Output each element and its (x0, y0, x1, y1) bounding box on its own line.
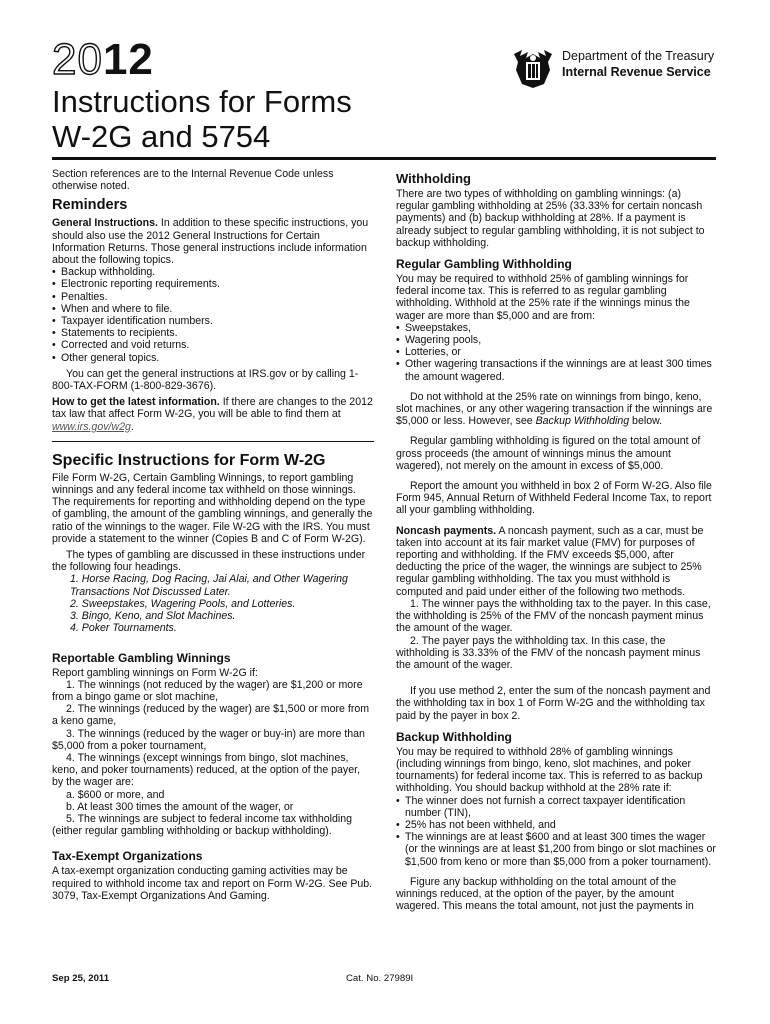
latest-info-end: . (130, 420, 134, 433)
list-item: • 25% has not been withheld, and (396, 819, 716, 831)
general-get-text: You can get the general instructions at IRS.gov or by calling 1-800-TAX-FORM (1-800-829-3676). (52, 367, 359, 393)
latest-info-paragraph (52, 396, 374, 433)
year-outline-digits: 20 (52, 35, 103, 84)
list-item: 4. Poker Tournaments. (70, 622, 177, 635)
reportable-item-3: 3. The winnings (reduced by the wager or buy-in) are more than $5,000 from a poker tournament, (52, 727, 365, 752)
list-item: • Backup withholding. (52, 266, 374, 278)
backup-withholding-list (396, 795, 716, 868)
form-year (52, 35, 154, 84)
section-divider (52, 441, 374, 442)
w2g-link[interactable]: www.irs.gov/w2g (52, 420, 131, 433)
backup-withholding-text: You may be required to withhold 28% of gambling winnings (including winnings from bingo, keno, slot machines, and poker tournaments) for federal income tax. This is referred to as backup withholding. You should backup withhold at the 28% rate if: (396, 745, 703, 795)
general-instructions-runin: General Instructions. (52, 217, 158, 230)
left-column (52, 168, 374, 902)
list-item: • The winner does not furnish a correct taxpayer identification number (TIN), (396, 795, 716, 819)
intro-text: Section references are to the Internal Revenue Code unless otherwise noted. (52, 168, 334, 193)
regular-paragraph-3: Regular gambling withholding is figured on the total amount of gross proceeds (the amount of winnings minus the amount wagered), not merely on the amount in excess of $5,000. (396, 435, 701, 472)
list-item: • Statements to recipients. (52, 327, 374, 339)
reminders-heading: Reminders (52, 197, 128, 214)
specific-paragraph-2: The types of gambling are discussed in these instructions under the following four headings. (52, 549, 366, 574)
regular-p2-start: Do not withhold at the 25% rate on winnings from bingo, keno, slot machines, or any other wagering transaction if the winnings are $5,000 or less. However, see (396, 390, 713, 428)
noncash-method-2: 2. The payer pays the withholding tax. In this case, the withholding is 33.33% of the FMV of the noncash payment minus the amount of the wager. (396, 634, 701, 671)
reportable-item-4b: b. At least 300 times the amount of the wager, or (66, 800, 294, 813)
list-item: • Other wagering transactions if the winnings are at least 300 times the amount wagered. (396, 358, 716, 382)
backup-withholding-ref: Backup Withholding (535, 415, 630, 428)
gambling-headings-list (52, 573, 374, 634)
specific-instructions-heading: Specific Instructions for Form W-2G (52, 451, 326, 469)
backup-withholding-heading: Backup Withholding (396, 729, 512, 744)
general-topics-list (52, 266, 374, 364)
noncash-method-note: If you use method 2, enter the sum of the noncash payment and the withholding tax in box 1 of Form W-2G and the withholding tax paid by the payer in box 2. (396, 685, 711, 722)
general-instructions-paragraph (52, 217, 374, 266)
footer-date: Sep 25, 2011 (52, 973, 110, 984)
regular-withholding-list (396, 322, 716, 383)
agency-department: Department of the Treasury (562, 49, 715, 63)
specific-paragraph-1: File Form W-2G, Certain Gambling Winnings, to report gambling winnings and any federal income tax withheld on those winnings. The requirements for reporting and withholding depend on the type of gambling, the amount of the gambling winnings, and generally the ratio of the winnings to the wager. File W-2G with the IRS. You must provide a statement to the winner (Copies B and C of Form W-2G). (52, 471, 373, 545)
list-item: • Penalties. (52, 291, 374, 303)
right-column (396, 168, 716, 912)
list-item: • Lotteries, or (396, 346, 716, 358)
reportable-item-1: 1. The winnings (not reduced by the wager) are $1,200 or more from a bingo game or slot machine, (52, 678, 363, 703)
agency-block (510, 46, 740, 90)
list-item: • Other general topics. (52, 352, 374, 364)
header-rule (52, 157, 716, 160)
withholding-text: There are two types of withholding on gambling winnings: (a) regular gambling withholding at 25% (33.33% for certain noncash payments) and (b) backup withholding at 28%. If a payment is already subject to regular gambling withholding, it is not subject to backup withholding. (396, 188, 705, 249)
title-line-2: W-2G and 5754 (52, 119, 271, 154)
agency-irs: Internal Revenue Service (562, 65, 711, 79)
reportable-item-4: 4. The winnings (except winnings from bingo, slot machines, keno, and poker tournaments) reduced, at the option of the payer, by the wager are: (52, 751, 361, 789)
reportable-intro: Report gambling winnings on Form W-2G if: (52, 666, 258, 679)
latest-info-text: If there are changes to the 2012 tax law that affect Form W-2G, you will be able to find them at (52, 396, 373, 421)
regular-paragraph-2 (396, 391, 716, 428)
withholding-heading: Withholding (396, 171, 471, 186)
regular-withholding-text: You may be required to withhold 25% of gambling winnings for federal income tax. This is referred to as regular gambling withholding. Withhold at the 25% rate if the winnings minus the wager are more than $5,000 and are from: (396, 273, 690, 322)
tax-exempt-text: A tax-exempt organization conducting gaming activities may be required to withhold income tax and report on Form W-2G. See Pub. 3079, Tax-Exempt Organizations And Gaming. (52, 865, 373, 902)
noncash-text: A noncash payment, such as a car, must be taken into account at its fair market value (FMV) for purposes of reporting and withholding. If the FMV exceeds $5,000, after deducting the price of the wager, the winnings are subject to 25% regular gambling withholding. The tax you must withhold is computed and paid under either of the following two methods. (396, 524, 704, 598)
reportable-item-5: 5. The winnings are subject to federal income tax withholding (either regular gambling withholding or backup withholding). (52, 812, 353, 838)
regular-p2-end: below. (629, 415, 663, 428)
page-title (52, 84, 352, 154)
list-item: 3. Bingo, Keno, and Slot Machines. (70, 610, 236, 623)
reportable-heading: Reportable Gambling Winnings (52, 650, 231, 665)
list-item: • Taxpayer identification numbers. (52, 315, 374, 327)
tax-exempt-heading: Tax-Exempt Organizations (52, 849, 203, 864)
noncash-runin: Noncash payments. (396, 524, 497, 537)
general-instructions-text: In addition to these specific instructions, you should also use the 2012 General Instructions for Certain Information Returns. Those general instructions include information about the following topics. (52, 217, 369, 267)
list-item: • The winnings are at least $600 and at least 300 times the wager (or the winnings are at least $1,200 from bingo or slot machines or $1,500 from keno or more than $5,000 from a poker tournament). (396, 831, 716, 868)
list-item: • Sweepstakes, (396, 322, 716, 334)
noncash-paragraph (396, 525, 716, 598)
list-item: • When and where to file. (52, 303, 374, 315)
title-line-1: Instructions for Forms (52, 84, 352, 119)
irs-eagle-logo-icon (510, 46, 556, 90)
list-item: 2. Sweepstakes, Wagering Pools, and Lotteries. (70, 597, 296, 610)
footer-catalog-number: Cat. No. 27989I (346, 973, 414, 984)
reportable-item-2: 2. The winnings (reduced by the wager) are $1,500 or more from a keno game, (52, 703, 370, 728)
reportable-item-4a: a. $600 or more, and (66, 788, 165, 801)
year-bold-digits: 12 (102, 35, 154, 84)
regular-paragraph-4: Report the amount you withheld in box 2 of Form W-2G. Also file Form 945, Annual Return of Withheld Federal Income Tax, to report all your gambling withholding. (396, 480, 712, 517)
list-item: • Electronic reporting requirements. (52, 278, 374, 290)
list-item: • Wagering pools, (396, 334, 716, 346)
noncash-method-1: 1. The winner pays the withholding tax to the payer. In this case, the withholding is 25% of the FMV of the noncash payment minus the amount of the wager. (396, 597, 711, 635)
latest-info-runin: How to get the latest information. (52, 396, 220, 409)
list-item: • Corrected and void returns. (52, 339, 374, 351)
backup-paragraph-2: Figure any backup withholding on the total amount of the winnings reduced, at the option of the payer, by the amount wagered. This means the total amount, not just the payments in (396, 875, 694, 913)
list-item: 1. Horse Racing, Dog Racing, Jai Alai, and Other Wagering Transactions Not Discussed Later. (70, 573, 348, 598)
regular-withholding-heading: Regular Gambling Withholding (396, 257, 572, 272)
